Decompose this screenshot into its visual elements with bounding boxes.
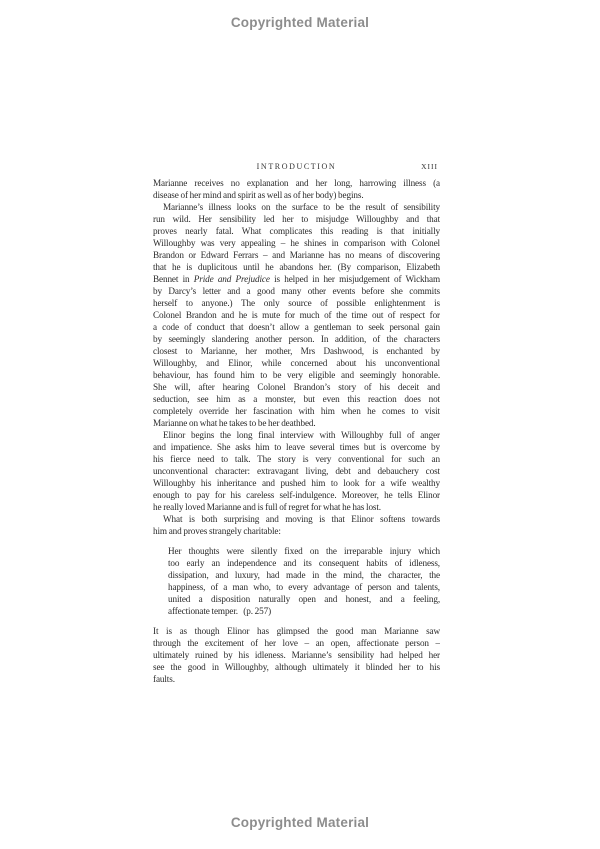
text-line: completely override her fascination with him when he comes to visit: [153, 406, 440, 416]
text-line: Colonel Brandon and he is mute for much of the time out of respect for: [153, 310, 440, 320]
text-line: dissipation, and luxury, had made in the mind, the character, the: [168, 570, 440, 580]
text-line: a code of conduct that doesn’t allow a gentleman to seek personal gain: [153, 322, 440, 332]
text-line: Marianne receives no explanation and her long, harrowing illness (a: [153, 178, 440, 188]
text-line: see the good in Willoughby, although ultimately it blinded her to his: [153, 662, 440, 672]
copyright-watermark-top: Copyrighted Material: [230, 15, 370, 30]
text-line: that he is duplicitous until he abandons her. (By comparison, Elizabeth: [153, 262, 440, 272]
text-line: Marianne on what he takes to be her deathbed.: [153, 418, 316, 428]
page-paragraphs: [153, 177, 440, 685]
text-line: closest to Marianne, her mother, Mrs Dashwood, is enchanted by: [153, 346, 440, 356]
text-line: Marianne’s illness looks on the surface to be the result of sensibility: [163, 202, 440, 212]
text-line: unconventional character: extravagant living, debt and debauchery cost: [153, 466, 440, 476]
paragraph: [153, 625, 440, 685]
text-line: disease of her mind and spirit as well as of her body) begins.: [153, 190, 364, 200]
paragraph: [153, 201, 440, 429]
text-line: Brandon or Edward Ferrars – and Marianne has no means of discovering: [153, 250, 440, 260]
text-line: Willoughby his inheritance and pushed him to look for a wife wealthy: [153, 478, 440, 488]
text-line: through the excitement of her love – an open, affectionate person –: [153, 638, 440, 648]
block-quote: [168, 545, 440, 617]
italic-book-title: Pride and Prejudice: [193, 274, 270, 284]
paragraph: [153, 429, 440, 513]
text-line: Bennet in Pride and Prejudice is helped in her misjudgement of Wickham: [153, 274, 440, 284]
text-line: his fierce need to talk. The story is very conventional for such an: [153, 454, 440, 464]
text-line: She will, after hearing Colonel Brandon’s story of his deceit and: [153, 382, 440, 392]
paragraph: [153, 177, 440, 201]
text-line: behaviour, has found him to be very eligible and seemingly honorable.: [153, 370, 440, 380]
text-line: by seemingly slandering another person. In addition, of the characters: [153, 334, 440, 344]
text-line: united a disposition naturally open and honest, and a feeling,: [168, 594, 440, 604]
text-line: Willoughby, and Elinor, while concerned about his unconventional: [153, 358, 440, 368]
text-line: ultimately ruined by his idleness. Marianne’s sensibility had helped her: [153, 650, 440, 660]
text-line: by Darcy’s letter and a good many other events before she commits: [153, 286, 440, 296]
text-line: Willoughby was very appealing – he shines in comparison with Colonel: [153, 238, 440, 248]
book-page: [153, 161, 440, 685]
text-line: It is as though Elinor has glimpsed the good man Marianne saw: [153, 626, 440, 636]
text-line: What is both surprising and moving is that Elinor softens towards: [163, 514, 440, 524]
page-number: XIII: [421, 162, 438, 171]
text-line: Elinor begins the long final interview with Willoughby full of anger: [163, 430, 440, 440]
text-line: happiness, of a man who, to every advantage of person and talents,: [168, 582, 440, 592]
text-line: too early an independence and its consequent habits of idleness,: [168, 558, 440, 568]
running-title: INTRODUCTION: [256, 162, 337, 171]
text-line: and impatience. She asks him to leave several times but is overcome by: [153, 442, 440, 452]
text-line: he really loved Marianne and is full of regret for what he has lost.: [153, 502, 381, 512]
text-line: herself to anyone.) The only source of possible enlightenment is: [153, 298, 440, 308]
text-line: run wild. Her sensibility led her to misjudge Willoughby and that: [153, 214, 440, 224]
copyright-watermark-bottom: Copyrighted Material: [230, 815, 370, 830]
text-line: affectionate temper. (p. 257): [168, 606, 272, 616]
paragraph: [153, 513, 440, 537]
text-line: proves nearly fatal. What complicates this reading is that initially: [153, 226, 440, 236]
page-header: [153, 161, 440, 173]
text-line: Her thoughts were silently fixed on the irreparable injury which: [168, 546, 440, 556]
text-line: enough to pay for his careless self-indulgence. Moreover, he tells Elinor: [153, 490, 440, 500]
text-line: him and proves strangely charitable:: [153, 526, 281, 536]
text-line: faults.: [153, 674, 175, 684]
text-line: seduction, see him as a monster, but even this reaction does not: [153, 394, 440, 404]
